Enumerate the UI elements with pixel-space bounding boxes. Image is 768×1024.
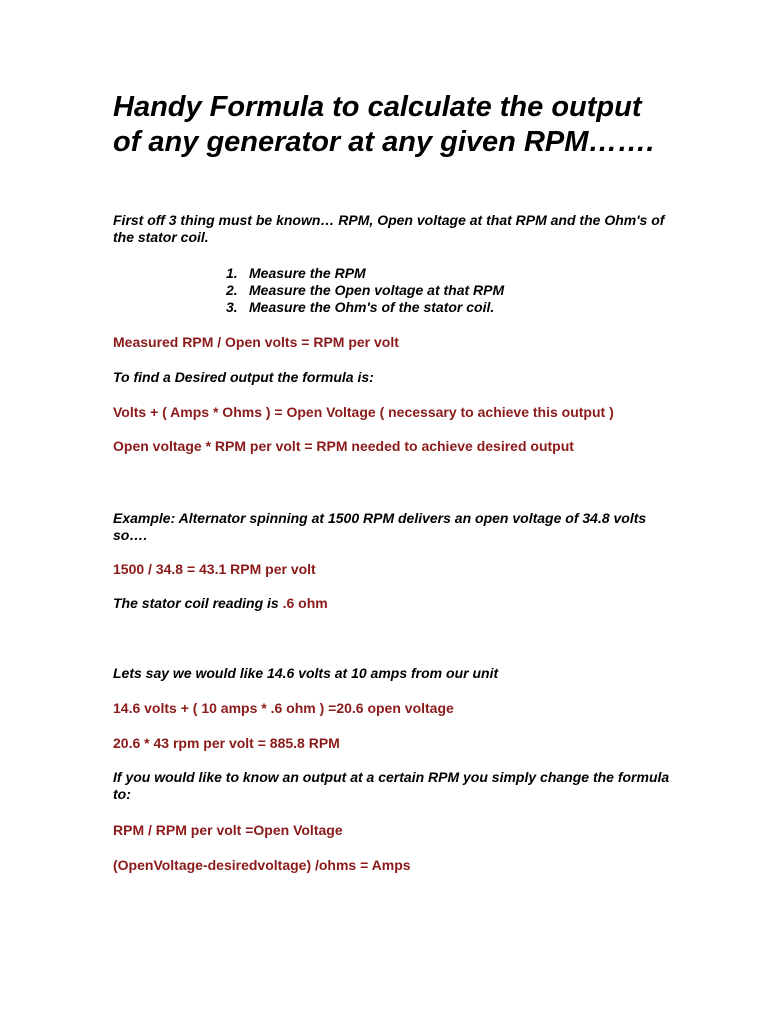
stator-reading-text: The stator coil reading is [113, 595, 283, 611]
step-text: Measure the Ohm's of the stator coil. [249, 299, 495, 315]
document-title: Handy Formula to calculate the output of any generator at any given RPM……. [113, 91, 655, 158]
step-text: Measure the Open voltage at that RPM [249, 282, 505, 298]
calc-rpm: 20.6 * 43 rpm per volt = 885.8 RPM [113, 735, 340, 751]
example-paragraph: Example: Alternator spinning at 1500 RPM delivers an open voltage of 34.8 volts so…. [113, 510, 647, 543]
step-item [113, 299, 673, 316]
intro-paragraph: First off 3 thing must be known… RPM, Open voltage at that RPM and the Ohm's of the stator coil. [113, 212, 665, 245]
certain-rpm-paragraph: If you would like to know an output at a certain RPM you simply change the formula to: [113, 769, 670, 802]
lets-say-paragraph: Lets say we would like 14.6 volts at 10 amps from our unit [113, 665, 499, 681]
step-number: 3. [226, 299, 238, 315]
formula-rpm-per-volt: Measured RPM / Open volts = RPM per volt [113, 334, 399, 350]
step-number: 1. [226, 265, 238, 281]
stator-reading-value: .6 ohm [282, 595, 328, 611]
formula-rpm-needed: Open voltage * RPM per volt = RPM needed to achieve desired output [113, 438, 574, 454]
step-item [113, 265, 673, 282]
stator-reading [113, 595, 328, 612]
example-calculation: 1500 / 34.8 = 43.1 RPM per volt [113, 561, 316, 577]
step-number: 2. [226, 282, 238, 298]
formula-open-voltage: Volts + ( Amps * Ohms ) = Open Voltage ( necessary to achieve this output ) [113, 404, 614, 420]
formula-amps: (OpenVoltage-desiredvoltage) /ohms = Amps [113, 857, 411, 873]
desired-output-intro: To find a Desired output the formula is: [113, 369, 374, 385]
steps-list [113, 265, 673, 316]
step-item [113, 282, 673, 299]
formula-open-from-rpm: RPM / RPM per volt =Open Voltage [113, 822, 343, 838]
calc-open-voltage: 14.6 volts + ( 10 amps * .6 ohm ) =20.6 open voltage [113, 700, 454, 716]
step-text: Measure the RPM [249, 265, 366, 281]
